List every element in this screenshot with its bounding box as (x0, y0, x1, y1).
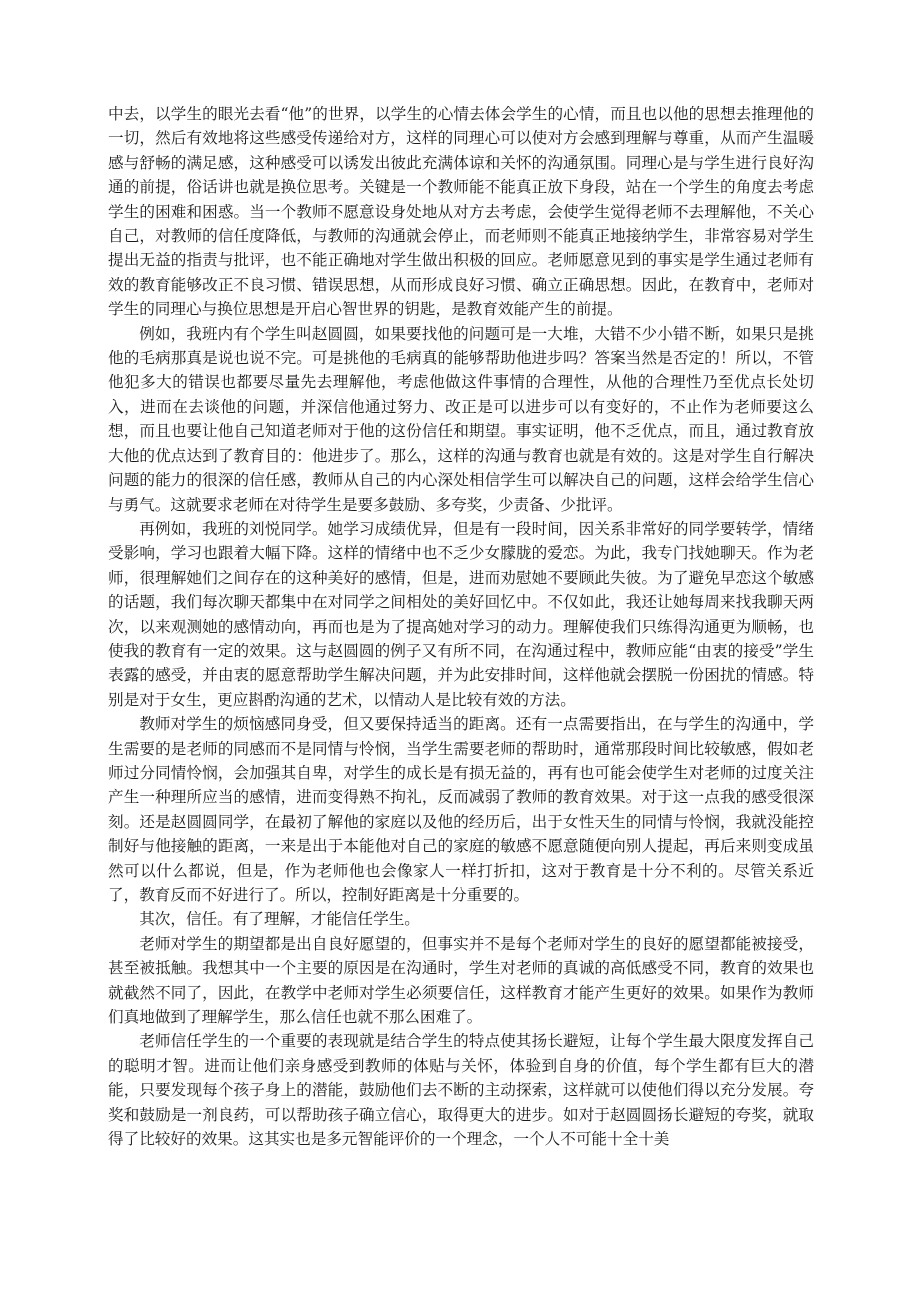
paragraph-4: 教师对学生的烦恼感同身受，但又要保持适当的距离。还有一点需要指出，在与学生的沟通中，学生需要的是老师的同感而不是同情与怜悯，当学生需要老师的帮助时，通常那段时间比较敏感，假如老师过分同情怜悯，会加强其自卑，对学生的成长是有损无益的，再有也可能会使学生对老师的过度关注产生一种理所应当的感情，进而变得熟不拘礼，反而减弱了教师的教育效果。对于这一点我的感受很深刻。还是赵圆圆同学，在最初了解他的家庭以及他的经历后，出于女性天生的同情与怜悯，我就没能控制好与他接触的距离，一来是出于本能他对自己的家庭的敏感不愿意随便向别人提起，再后来则变成虽然可以什么都说，但是，作为老师他也会像家人一样打折扣，这对于教育是十分不利的。尽管关系近了，教育反而不好进行了。所以，控制好距离是十分重要的。 (108, 715, 814, 904)
paragraph-3: 再例如，我班的刘悦同学。她学习成绩优异，但是有一段时间，因关系非常好的同学要转学，情绪受影响，学习也跟着大幅下降。这样的情绪中也不乏少女朦胧的爱恋。为此，我专门找她聊天。作为老师，很理解她们之间存在的这种美好的感情，但是，进而劝慰她不要顾此失彼。为了避免早恋这个敏感的话题，我们每次聊天都集中在对同学之间相处的美好回忆中。不仅如此，我还让她每周来找我聊天两次，以来观测她的感情动向，再而也是为了提高她对学习的动力。理解使我们只练得沟通更为顺畅，也使我的教育有一定的效果。这与赵圆圆的例子又有所不同，在沟通过程中，教师应能“由衷的接受”学生表露的感受，并由衷的愿意帮助学生解决问题，并为此安排时间，这样他就会摆脱一份困扰的情感。特别是对于女生，更应斟酌沟通的艺术，以情动人是比较有效的方法。 (108, 519, 814, 709)
paragraph-5: 其次，信任。有了理解，才能信任学生。 (139, 910, 420, 929)
paragraph-7: 老师信任学生的一个重要的表现就是结合学生的特点使其扬长避短，让每个学生最大限度发挥自己的聪明才智。进而让他们亲身感受到教师的体贴与关怀，体验到自身的价值，每个学生都有巨大的潜能，只要发现每个孩子身上的潜能，鼓励他们去不断的主动探索，这样就可以使他们得以充分发展。夸奖和鼓励是一剂良药，可以帮助孩子确立信心，取得更大的进步。如对于赵圆圆扬长避短的夸奖，就取得了比较好的效果。这其实也是多元智能评价的一个理念，一个人不可能十全十美 (108, 1032, 814, 1149)
paragraph-1: 中去，以学生的眼光去看“他”的世界，以学生的心情去体会学生的心情，而且也以他的思想去推理他的一切，然后有效地将这些感受传递给对方，这样的同理心可以使对方会感到理解与尊重，从而产生温暖感与舒畅的满足感，这种感受可以诱发出彼此充满体谅和关怀的沟通氛围。同理心是与学生进行良好沟通的前提，俗话讲也就是换位思考。关键是一个教师能不能真正放下身段，站在一个学生的角度去考虑学生的困难和困惑。当一个教师不愿意设身处地从对方去考虑，会使学生觉得老师不去理解他，不关心自己，对教师的信任度降低，与教师的沟通就会停止，而老师则不能真正地接纳学生，非常容易对学生提出无益的指责与批评，也不能正确地对学生做出积极的回应。老师愿意见到的事实是学生通过老师有效的教育能够改正不良习惯、错误思想，从而形成良好习惯、确立正确思想。因此，在教育中，老师对学生的同理心与换位思想是开启心智世界的钥匙，是教育效能产生的前提。 (108, 105, 814, 319)
paragraph-6: 老师对学生的期望都是出自良好愿望的，但事实并不是每个老师对学生的良好的愿望都能被接受，甚至被抵触。我想其中一个主要的原因是在沟通时，学生对老师的真诚的高低感受不同，教育的效果也就截然不同了，因此，在教学中老师对学生必须要信任，这样教育才能产生更好的效果。如果作为教师们真地做到了理解学生，那么信任也就不那么困难了。 (108, 934, 814, 1027)
paragraph-2: 例如，我班内有个学生叫赵圆圆，如果要找他的问题可是一大堆，大错不少小错不断，如果只是挑他的毛病那真是说也说不完。可是挑他的毛病真的能够帮助他进步吗？答案当然是否定的！所以，不管他犯多大的错误也都要尽量先去理解他，考虑他做这件事情的合理性，从他的合理性乃至优点长处切入，进而在去谈他的问题，并深信他通过努力、改正是可以进步可以有变好的，不止作为老师要这么想，而且也要让他自己知道老师对于他的这份信任和期望。事实证明，他不乏优点，而且，通过教育放大他的优点达到了教育目的：他进步了。那么，这样的沟通与教育也就是有效的。这是对学生自行解决问题的能力的很深的信任感，教师从自己的内心深处相信学生可以解决自己的问题，这样会给学生信心与勇气。这就要求老师在对待学生是要多鼓励、多夸奖，少责备、少批评。 (108, 324, 814, 514)
document-page (108, 102, 814, 1151)
